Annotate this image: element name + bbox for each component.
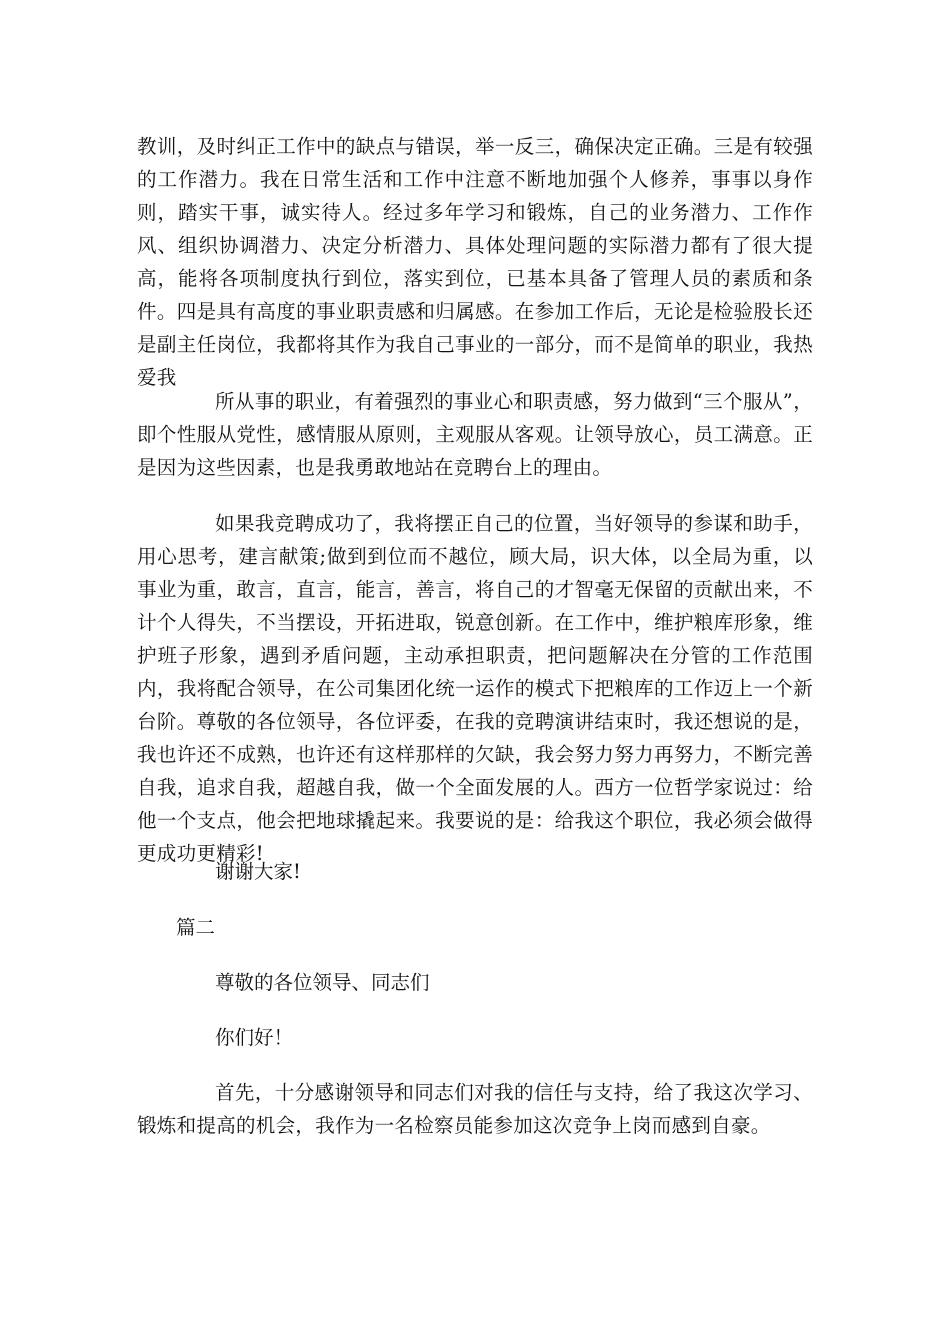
paragraph-2: 所从事的职业，有着强烈的事业心和职责感，努力做到“三个服从”，即个性服从党性，感情服从原则，主观服从客观。让领导放心，员工满意。正是因为这些因素，也是我勇敢地站在竞聘台上的理由。 [137, 390, 813, 479]
greeting: 你们好！ [215, 1026, 294, 1049]
paragraph-4: 首先，十分感谢领导和同志们对我的信任与支持，给了我这次学习、锻炼和提高的机会，我作为一名检察员能参加这次竞争上岗而感到自豪。 [137, 1081, 813, 1137]
paragraph-1: 教训，及时纠正工作中的缺点与错误，举一反三，确保决定正确。三是有较强的工作潜力。我在日常生活和工作中注意不断地加强个人修养，事事以身作则，踏实干事，诚实待人。经过多年学习和锻炼，自己的业务潜力、工作作风、组织协调潜力、决定分析潜力、具体处理问题的实际潜力都有了很大提高，能将各项制度执行到位，落实到位，已基本具备了管理人员的素质和条件。四是具有高度的事业职责感和归属感。在参加工作后，无论是检验股长还是副主任岗位，我都将其作为我自己事业的一部分，而不是简单的职业，我热爱我 [137, 135, 813, 389]
paragraph-3: 如果我竞聘成功了，我将摆正自己的位置，当好领导的参谋和助手，用心思考，建言献策;做到到位而不越位，顾大局，识大体，以全局为重，以事业为重，敢言，直言，能言，善言，将自己的才智毫无保留的贡献出来，不计个人得失，不当摆设，开拓进取，锐意创新。在工作中，维护粮库形象，维护班子形象，遇到矛盾问题，主动承担职责，把问题解决在分管的工作范围内，我将配合领导，在公司集团化统一运作的模式下把粮库的工作迈上一个新台阶。尊敬的各位领导，各位评委，在我的竞聘演讲结束时，我还想说的是，我也许还不成熟，也许还有这样那样的欠缺，我会努力努力再努力，不断完善自我，追求自我，超越自我，做一个全面发展的人。西方一位哲学家说过：给他一个支点，他会把地球撬起来。我要说的是：给我这个职位，我必须会做得更成功更精彩! [137, 512, 813, 865]
closing-thanks: 谢谢大家! [215, 860, 301, 883]
section-heading: 篇二 [176, 916, 216, 939]
salutation: 尊敬的各位领导、同志们 [215, 971, 430, 994]
